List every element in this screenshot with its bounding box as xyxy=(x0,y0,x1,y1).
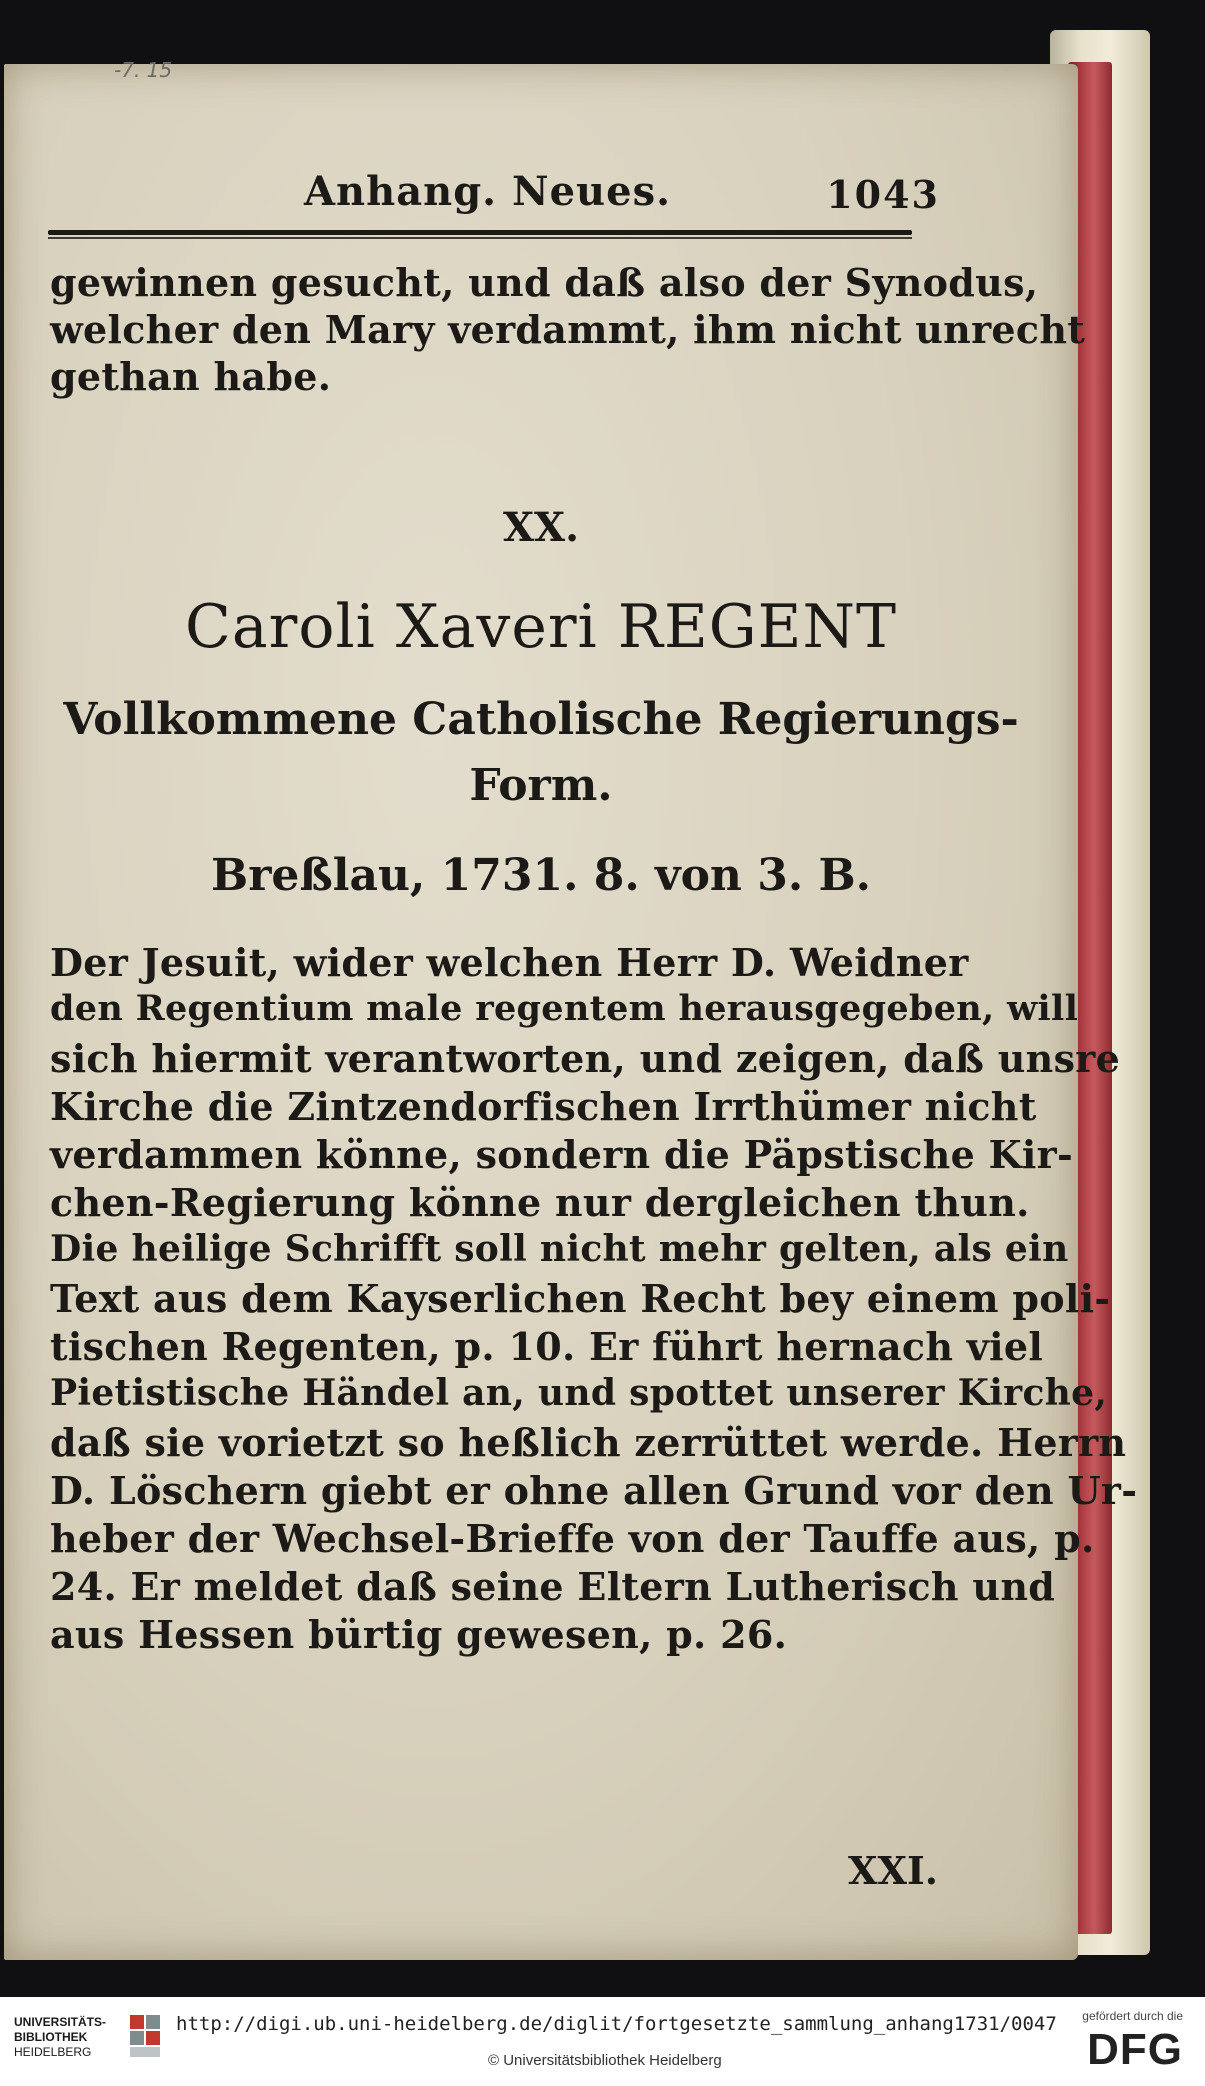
body-line: den Regentium male regentem herausgegeben, will xyxy=(50,988,1079,1029)
carryover-line: gewinnen gesucht, und daß also der Synodus, xyxy=(50,260,1039,305)
viewer-footer xyxy=(0,1997,1205,2086)
dfg-logo[interactable]: DFG xyxy=(1087,2025,1183,2074)
page-number: 1043 xyxy=(826,172,940,217)
book-imprint: Breßlau, 1731. 8. von 3. B. xyxy=(211,850,871,901)
body-line: tischen Regenten, p. 10. Er führt hernach viel xyxy=(50,1324,1044,1369)
body-line: Die heilige Schrifft soll nicht mehr gelten, als ein xyxy=(50,1228,1069,1270)
book-page xyxy=(4,58,1138,1960)
body-line: verdammen könne, sondern die Päpstische Kir- xyxy=(50,1132,1074,1177)
copyright-notice: © Universitätsbibliothek Heidelberg xyxy=(488,2052,722,2069)
section-numeral: XX. xyxy=(503,504,579,551)
library-name-line: UNIVERSITÄTS- xyxy=(14,2015,107,2029)
library-seal-icon xyxy=(126,2011,166,2063)
body-line: Kirche die Zintzendorfischen Irrthümer nicht xyxy=(50,1084,1037,1129)
body-line: D. Löschern giebt er ohne allen Grund vor den Ur- xyxy=(50,1468,1138,1513)
header-rule xyxy=(48,230,912,235)
body-line: heber der Wechsel-Brieffe von der Tauffe aus, p. xyxy=(50,1516,1095,1561)
carryover-line: welcher den Mary verdammt, ihm nicht unrecht xyxy=(50,307,1086,352)
book-author-title: Caroli Xaveri REGENT xyxy=(185,592,897,662)
pencil-note: -7. 15 xyxy=(114,58,173,82)
library-logo[interactable] xyxy=(14,2009,154,2075)
running-head: Anhang. Neues. xyxy=(304,168,672,215)
library-name-line: HEIDELBERG xyxy=(14,2045,92,2059)
body-line: chen-Regierung könne nur dergleichen thun. xyxy=(50,1180,1030,1225)
funding-note: gefördert durch die xyxy=(1082,2009,1183,2023)
carryover-line: gethan habe. xyxy=(50,354,332,399)
body-line: sich hiermit verantworten, und zeigen, daß unsre xyxy=(50,1036,1121,1081)
catchword: XXI. xyxy=(848,1848,938,1893)
body-line: 24. Er meldet daß seine Eltern Lutherisch und xyxy=(50,1564,1056,1609)
book-subtitle-line: Vollkommene Catholische Regierungs- xyxy=(63,694,1019,745)
book-subtitle-line: Form. xyxy=(469,760,613,811)
library-name-line: BIBLIOTHEK xyxy=(14,2030,88,2044)
body-line: daß sie vorietzt so heßlich zerrüttet werde. Herrn xyxy=(50,1420,1127,1465)
body-line: Text aus dem Kayserlichen Recht bey einem poli- xyxy=(50,1276,1111,1321)
permalink-url[interactable]: http://digi.ub.uni-heidelberg.de/diglit/fortgesetzte_sammlung_anhang1731/0047 xyxy=(176,2013,1057,2035)
body-line: aus Hessen bürtig gewesen, p. 26. xyxy=(50,1612,788,1657)
body-line: Der Jesuit, wider welchen Herr D. Weidner xyxy=(50,940,969,985)
body-line: Pietistische Händel an, und spottet unserer Kirche, xyxy=(50,1372,1108,1414)
header-rule-thin xyxy=(48,237,912,239)
